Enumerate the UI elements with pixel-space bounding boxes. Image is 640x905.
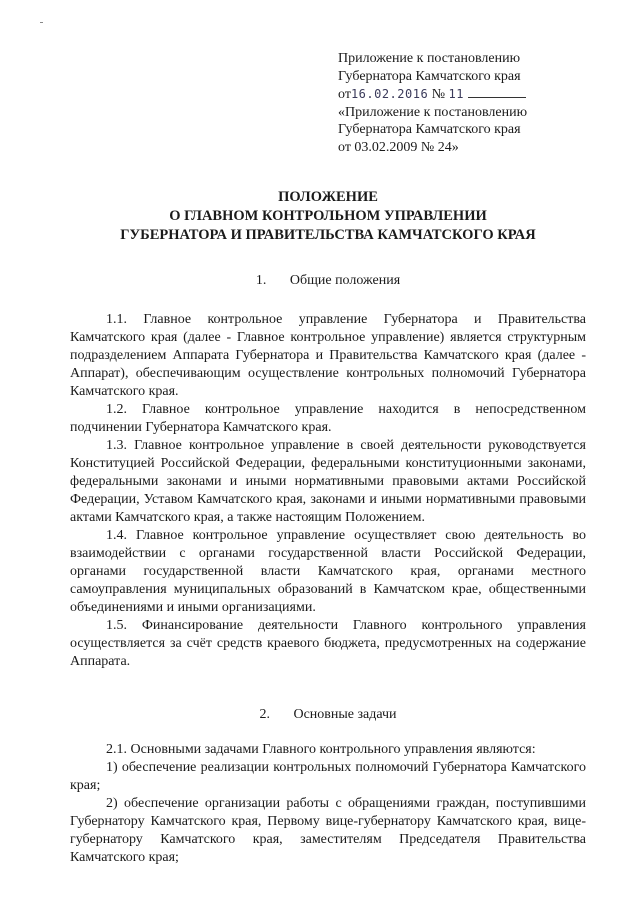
list-item-2: 2) обеспечение организации работы с обращениями граждан, поступившими Губернатору Камчатского края, Первому вице-губернатору Камчатского края, вице-губернатору Камчатского края, заместителям Председателя Правительства Камчатского края; xyxy=(70,796,586,865)
paragraph-1-4: 1.4. Главное контрольное управление осуществляет свою деятельность во взаимодействии с органами государственной власти Российской Федерации, органами государственной власти Камчатского края, органами местного самоуправления муниципальных образований в Камчатском крае, общественными объединениями и иными организациями. xyxy=(70,528,586,615)
section-1-number: 1. xyxy=(255,273,267,288)
paragraph-1-3: 1.3. Главное контрольное управление в своей деятельности руководствуется Конституцией Российской Федерации, федеральными конституционными законами, федеральными законами и иными нормативными правовыми актами Российской Федерации, Уставом Камчатского края, законами и иными нормативными правовыми актами Камчатского края, а также настоящим Положением. xyxy=(70,438,586,525)
paragraph-1-2: 1.2. Главное контрольное управление находится в непосредственном подчинении Губернатора Камчатского края. xyxy=(70,402,586,435)
header-line-2: Губернатора Камчатского края xyxy=(338,68,521,84)
section-1-body xyxy=(70,311,586,671)
list-item-1: 1) обеспечение реализации контрольных полномочий Губернатора Камчатского края; xyxy=(70,760,586,793)
section-1-heading xyxy=(70,272,586,290)
header-line-3 xyxy=(338,85,598,104)
number-underline xyxy=(468,85,526,98)
header-line-1: Приложение к постановлению xyxy=(338,51,521,66)
section-2-title: Основные задачи xyxy=(293,707,397,722)
title-line-1: ПОЛОЖЕНИЕ xyxy=(278,189,378,205)
header-line-5: Губернатора Камчатского края xyxy=(338,122,521,137)
paragraph-1-1: 1.1. Главное контрольное управление Губернатора и Правительства Камчатского края (далее - Главное контрольное управление) является структурным подразделением Аппарата Губернатора и Правительства Камчатского края (далее - Аппарат), обеспечивающим осуществление контрольных полномочий Губернатора Камчатского края. xyxy=(70,312,586,399)
section-2-body xyxy=(70,741,586,867)
document-title xyxy=(70,188,586,245)
header-line-4: «Приложение к постановлению xyxy=(338,104,528,120)
section-2-heading xyxy=(70,706,586,724)
title-line-3: ГУБЕРНАТОРА И ПРАВИТЕЛЬСТВА КАМЧАТСКОГО КРАЯ xyxy=(120,227,536,243)
section-1-title: Общие положения xyxy=(289,273,401,288)
section-2-number: 2. xyxy=(259,707,270,722)
header-number-sign: № xyxy=(431,87,446,102)
appendix-header xyxy=(338,50,598,156)
handwritten-number: 11 xyxy=(448,87,464,101)
header-date-prefix: от xyxy=(338,87,351,102)
paragraph-2-1: 2.1. Основными задачами Главного контрольного управления являются: xyxy=(106,742,536,757)
header-line-6: от 03.02.2009 № 24» xyxy=(338,139,459,155)
scan-artifact-mark xyxy=(40,22,43,23)
paragraph-1-5: 1.5. Финансирование деятельности Главного контрольного управления осуществляется за счёт средств краевого бюджета, предусмотренных на содержание Аппарата. xyxy=(70,618,586,669)
title-line-2: О ГЛАВНОМ КОНТРОЛЬНОМ УПРАВЛЕНИИ xyxy=(169,208,487,224)
handwritten-date: 16.02.2016 xyxy=(350,87,429,101)
